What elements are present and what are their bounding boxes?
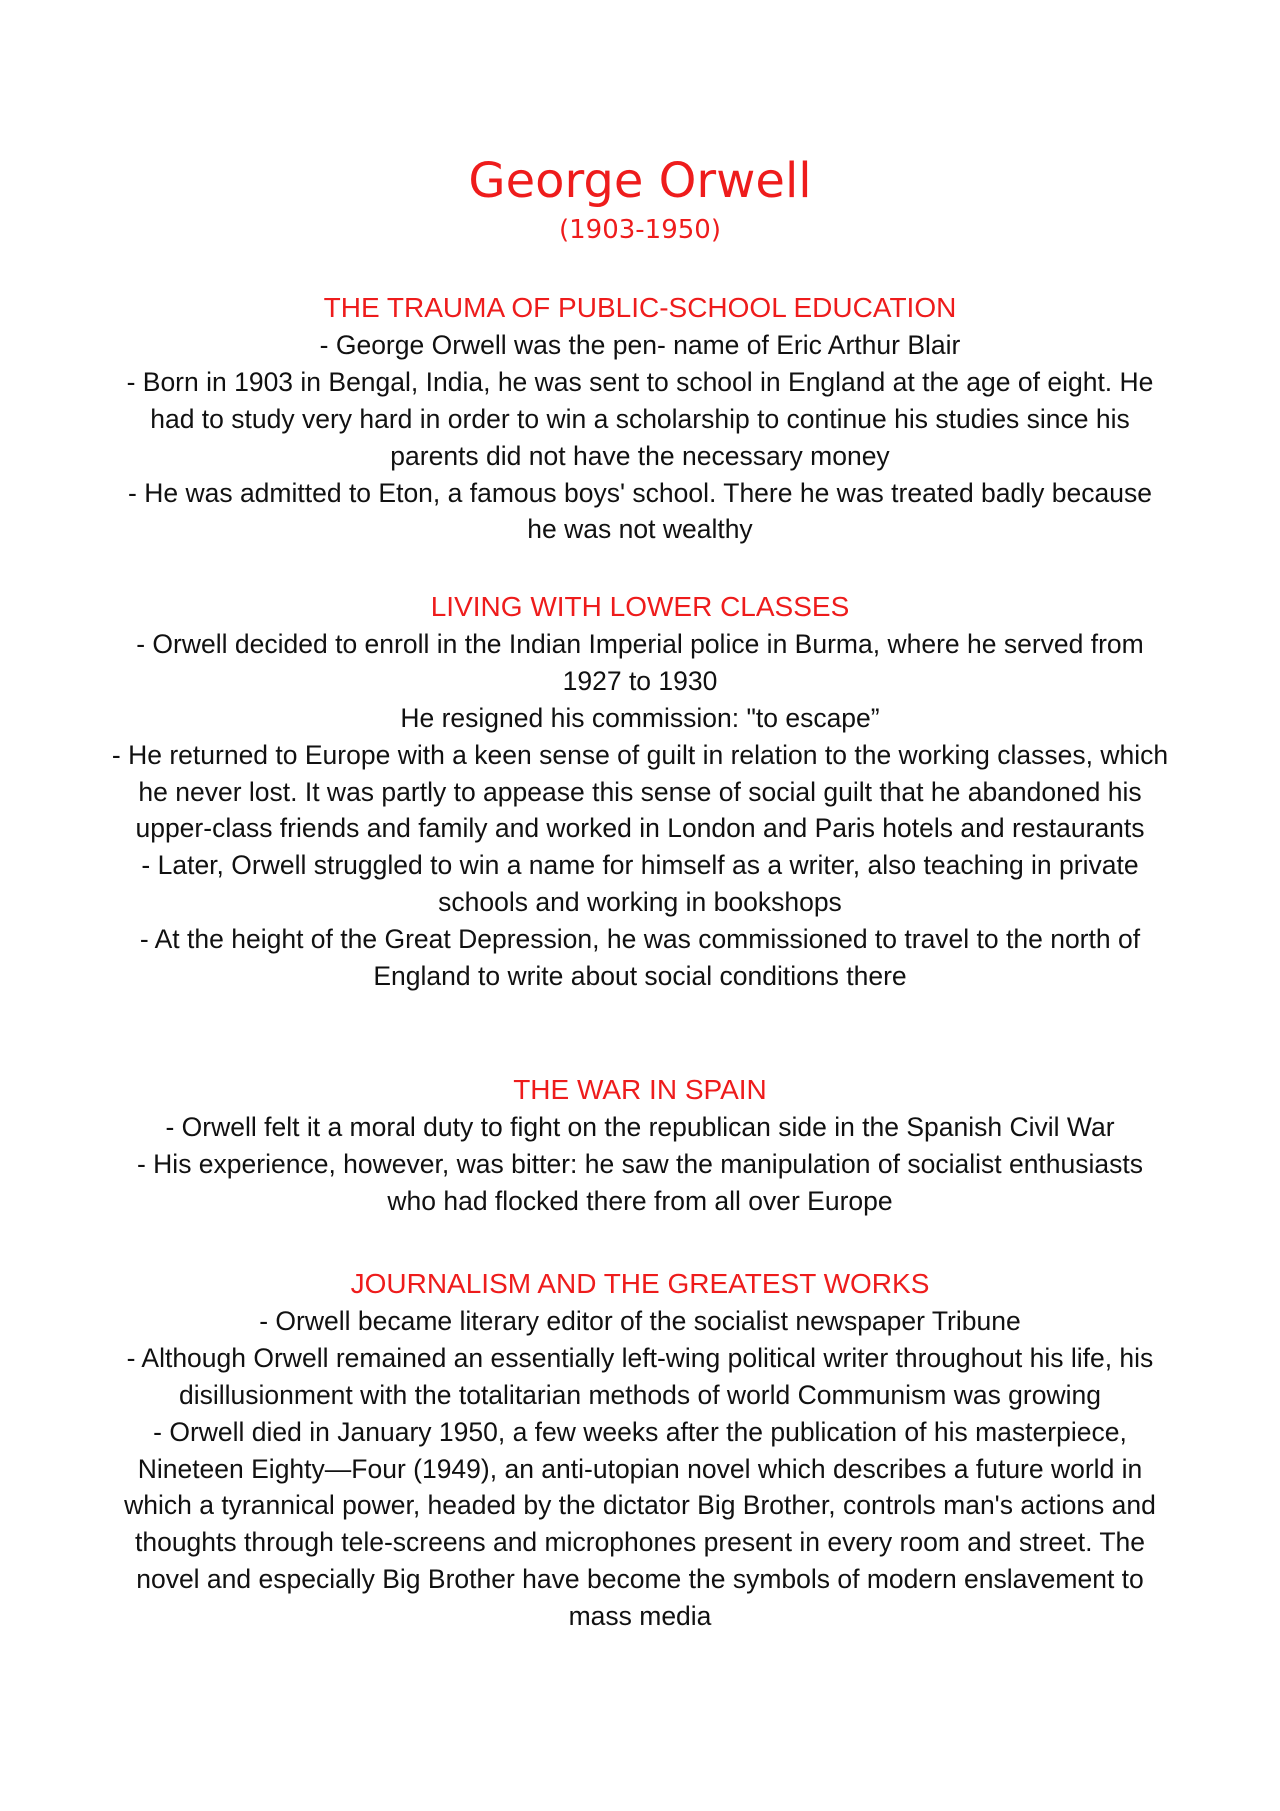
paragraph: - George Orwell was the pen- name of Eric Arthur Blair	[319, 329, 961, 360]
paragraph: - Orwell felt it a moral duty to fight on the republican side in the Spanish Civil War	[165, 1111, 1115, 1142]
page-dates: (1903-1950)	[558, 215, 721, 245]
paragraph: - He was admitted to Eton, a famous boys' school. There he was treated badly because he was not wealthy	[128, 477, 1152, 545]
paragraph: - Although Orwell remained an essentially left-wing political writer throughout his life, his disillusionment with the totalitarian methods of world Communism was growing	[126, 1342, 1154, 1410]
section-war-in-spain	[110, 1072, 1170, 1220]
paragraph: - He returned to Europe with a keen sense of guilt in relation to the working classes, which he never lost. It was partly to appease this sense of social guilt that he abandoned his upper-class friends and family and worked in London and Paris hotels and restaurants	[111, 739, 1169, 844]
paragraph: He resigned his commission: "to escape”	[400, 702, 880, 733]
paragraph: - Orwell became literary editor of the socialist newspaper Tribune	[259, 1305, 1021, 1336]
section-public-school	[110, 290, 1170, 548]
section-heading: THE WAR IN SPAIN	[513, 1074, 767, 1105]
page-title: George Orwell	[468, 153, 812, 209]
section-heading: LIVING WITH LOWER CLASSES	[430, 591, 850, 622]
section-lower-classes	[110, 589, 1170, 995]
paragraph: - Orwell died in January 1950, a few weeks after the publication of his masterpiece, Nineteen Eighty—Four (1949), an anti-utopian novel which describes a future world in which a tyrannical power, headed by the dictator Big Brother, controls man's actions and thoughts through tele-screens and microphones present in every room and street. The novel and especially Big Brother have become the symbols of modern enslavement to mass media	[124, 1416, 1156, 1632]
paragraph: - Born in 1903 in Bengal, India, he was sent to school in England at the age of eight. He had to study very hard in order to win a scholarship to continue his studies since his parents did not have the necessary money	[126, 366, 1154, 471]
paragraph: - Later, Orwell struggled to win a name for himself as a writer, also teaching in private schools and working in bookshops	[141, 850, 1139, 918]
section-heading: THE TRAUMA OF PUBLIC-SCHOOL EDUCATION	[323, 292, 957, 323]
paragraph: - His experience, however, was bitter: he saw the manipulation of socialist enthusiasts who had flocked there from all over Europe	[136, 1148, 1144, 1216]
section-journalism	[110, 1266, 1170, 1635]
paragraph: - At the height of the Great Depression, he was commissioned to travel to the north of England to write about social conditions there	[139, 924, 1141, 992]
section-heading: JOURNALISM AND THE GREATEST WORKS	[350, 1268, 930, 1299]
paragraph: - Orwell decided to enroll in the Indian Imperial police in Burma, where he served from 1927 to 1930	[136, 628, 1144, 696]
